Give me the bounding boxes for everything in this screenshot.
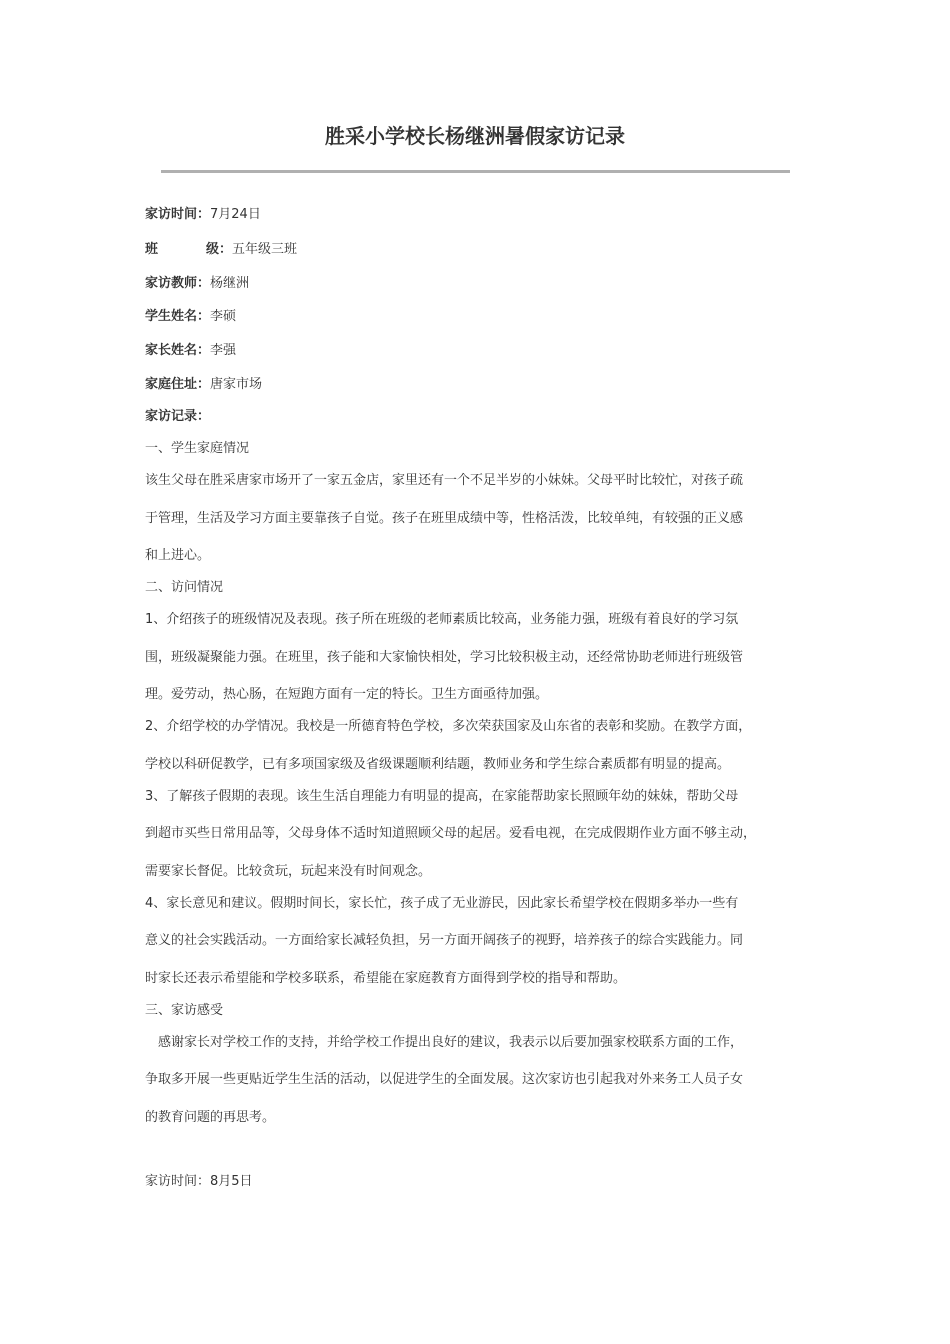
section3-line: 感谢家长对学校工作的支持，并给学校工作提出良好的建议，我表示以后要加强家校联系方面的工作， bbox=[145, 1035, 744, 1050]
page-title: 胜采小学校长杨继洲暑假家访记录 bbox=[325, 124, 625, 148]
visit-time-row bbox=[145, 205, 261, 225]
class-label-b: 级： bbox=[206, 242, 233, 257]
teacher-row bbox=[145, 274, 249, 294]
section1-line: 该生父母在胜采唐家市场开了一家五金店，家里还有一个不足半岁的小妹妹。父母平时比较忙，对孩子疏 bbox=[145, 473, 744, 488]
address-label: 家庭住址： bbox=[145, 377, 211, 392]
class-row bbox=[145, 240, 297, 260]
section2-p3-line: 需要家长督促。比较贪玩，玩起来没有时间观念。 bbox=[145, 864, 432, 879]
title-divider bbox=[161, 170, 790, 173]
parent-row bbox=[145, 341, 236, 361]
section2-heading: 二、访问情况 bbox=[145, 580, 224, 595]
section2-p2-line: 2、介绍学校的办学情况。我校是一所德育特色学校，多次荣获国家及山东省的表彰和奖励。在教学方面， bbox=[145, 719, 752, 734]
section3-line: 的教育问题的再思考。 bbox=[145, 1110, 276, 1125]
section2-p1-line: 理。爱劳动，热心肠，在短跑方面有一定的特长。卫生方面亟待加强。 bbox=[145, 687, 549, 702]
address-value: 唐家市场 bbox=[210, 377, 263, 392]
address-row bbox=[145, 375, 262, 395]
section2-p1-line: 围，班级凝聚能力强。在班里，孩子能和大家愉快相处，学习比较积极主动，还经常协助老师进行班级管 bbox=[145, 650, 744, 665]
visit-time-label: 家访时间： bbox=[145, 207, 211, 222]
section2-p3-line: 3、了解孩子假期的表现。该生生活自理能力有明显的提高，在家能帮助家长照顾年幼的妹妹，帮助父母 bbox=[145, 789, 739, 804]
section2-p4-line: 时家长还表示希望能和学校多联系，希望能在家庭教育方面得到学校的指导和帮助。 bbox=[145, 971, 627, 986]
teacher-label: 家访教师： bbox=[145, 276, 211, 291]
section2-p4-line: 意义的社会实践活动。一方面给家长减轻负担，另一方面开阔孩子的视野，培养孩子的综合实践能力。同 bbox=[145, 933, 744, 948]
record-label: 家访记录： bbox=[145, 409, 211, 424]
student-label: 学生姓名： bbox=[145, 309, 211, 324]
class-label-a: 班 bbox=[145, 242, 159, 257]
visit2-time-row bbox=[145, 1172, 253, 1192]
parent-value: 李强 bbox=[210, 343, 237, 358]
section1-line: 于管理，生活及学习方面主要靠孩子自觉。孩子在班里成绩中等，性格活泼，比较单纯，有较强的正义感 bbox=[145, 511, 744, 526]
visit2-time-value: 8月5日 bbox=[210, 1174, 253, 1189]
parent-label: 家长姓名： bbox=[145, 343, 211, 358]
visit2-time-label: 家访时间： bbox=[145, 1174, 211, 1189]
section2-p3-line: 到超市买些日常用品等，父母身体不适时知道照顾父母的起居。爱看电视，在完成假期作业方面不够主动， bbox=[145, 826, 757, 841]
section3-heading: 三、家访感受 bbox=[145, 1003, 224, 1018]
section1-line: 和上进心。 bbox=[145, 548, 211, 563]
student-row bbox=[145, 307, 236, 327]
class-value: 五年级三班 bbox=[232, 242, 298, 257]
student-value: 李硕 bbox=[210, 309, 237, 324]
visit-time-value: 7月24日 bbox=[210, 207, 261, 222]
section3-line: 争取多开展一些更贴近学生生活的活动，以促进学生的全面发展。这次家访也引起我对外来务工人员子女 bbox=[145, 1072, 744, 1087]
section2-p1-line: 1、介绍孩子的班级情况及表现。孩子所在班级的老师素质比较高，业务能力强，班级有着良好的学习氛 bbox=[145, 612, 739, 627]
section2-p4-line: 4、家长意见和建议。假期时间长，家长忙，孩子成了无业游民，因此家长希望学校在假期多举办一些有 bbox=[145, 896, 739, 911]
record-row bbox=[145, 407, 210, 427]
teacher-value: 杨继洲 bbox=[210, 276, 250, 291]
section2-p2-line: 学校以科研促教学，已有多项国家级及省级课题顺利结题，教师业务和学生综合素质都有明显的提高。 bbox=[145, 757, 731, 772]
section1-heading: 一、学生家庭情况 bbox=[145, 441, 250, 456]
